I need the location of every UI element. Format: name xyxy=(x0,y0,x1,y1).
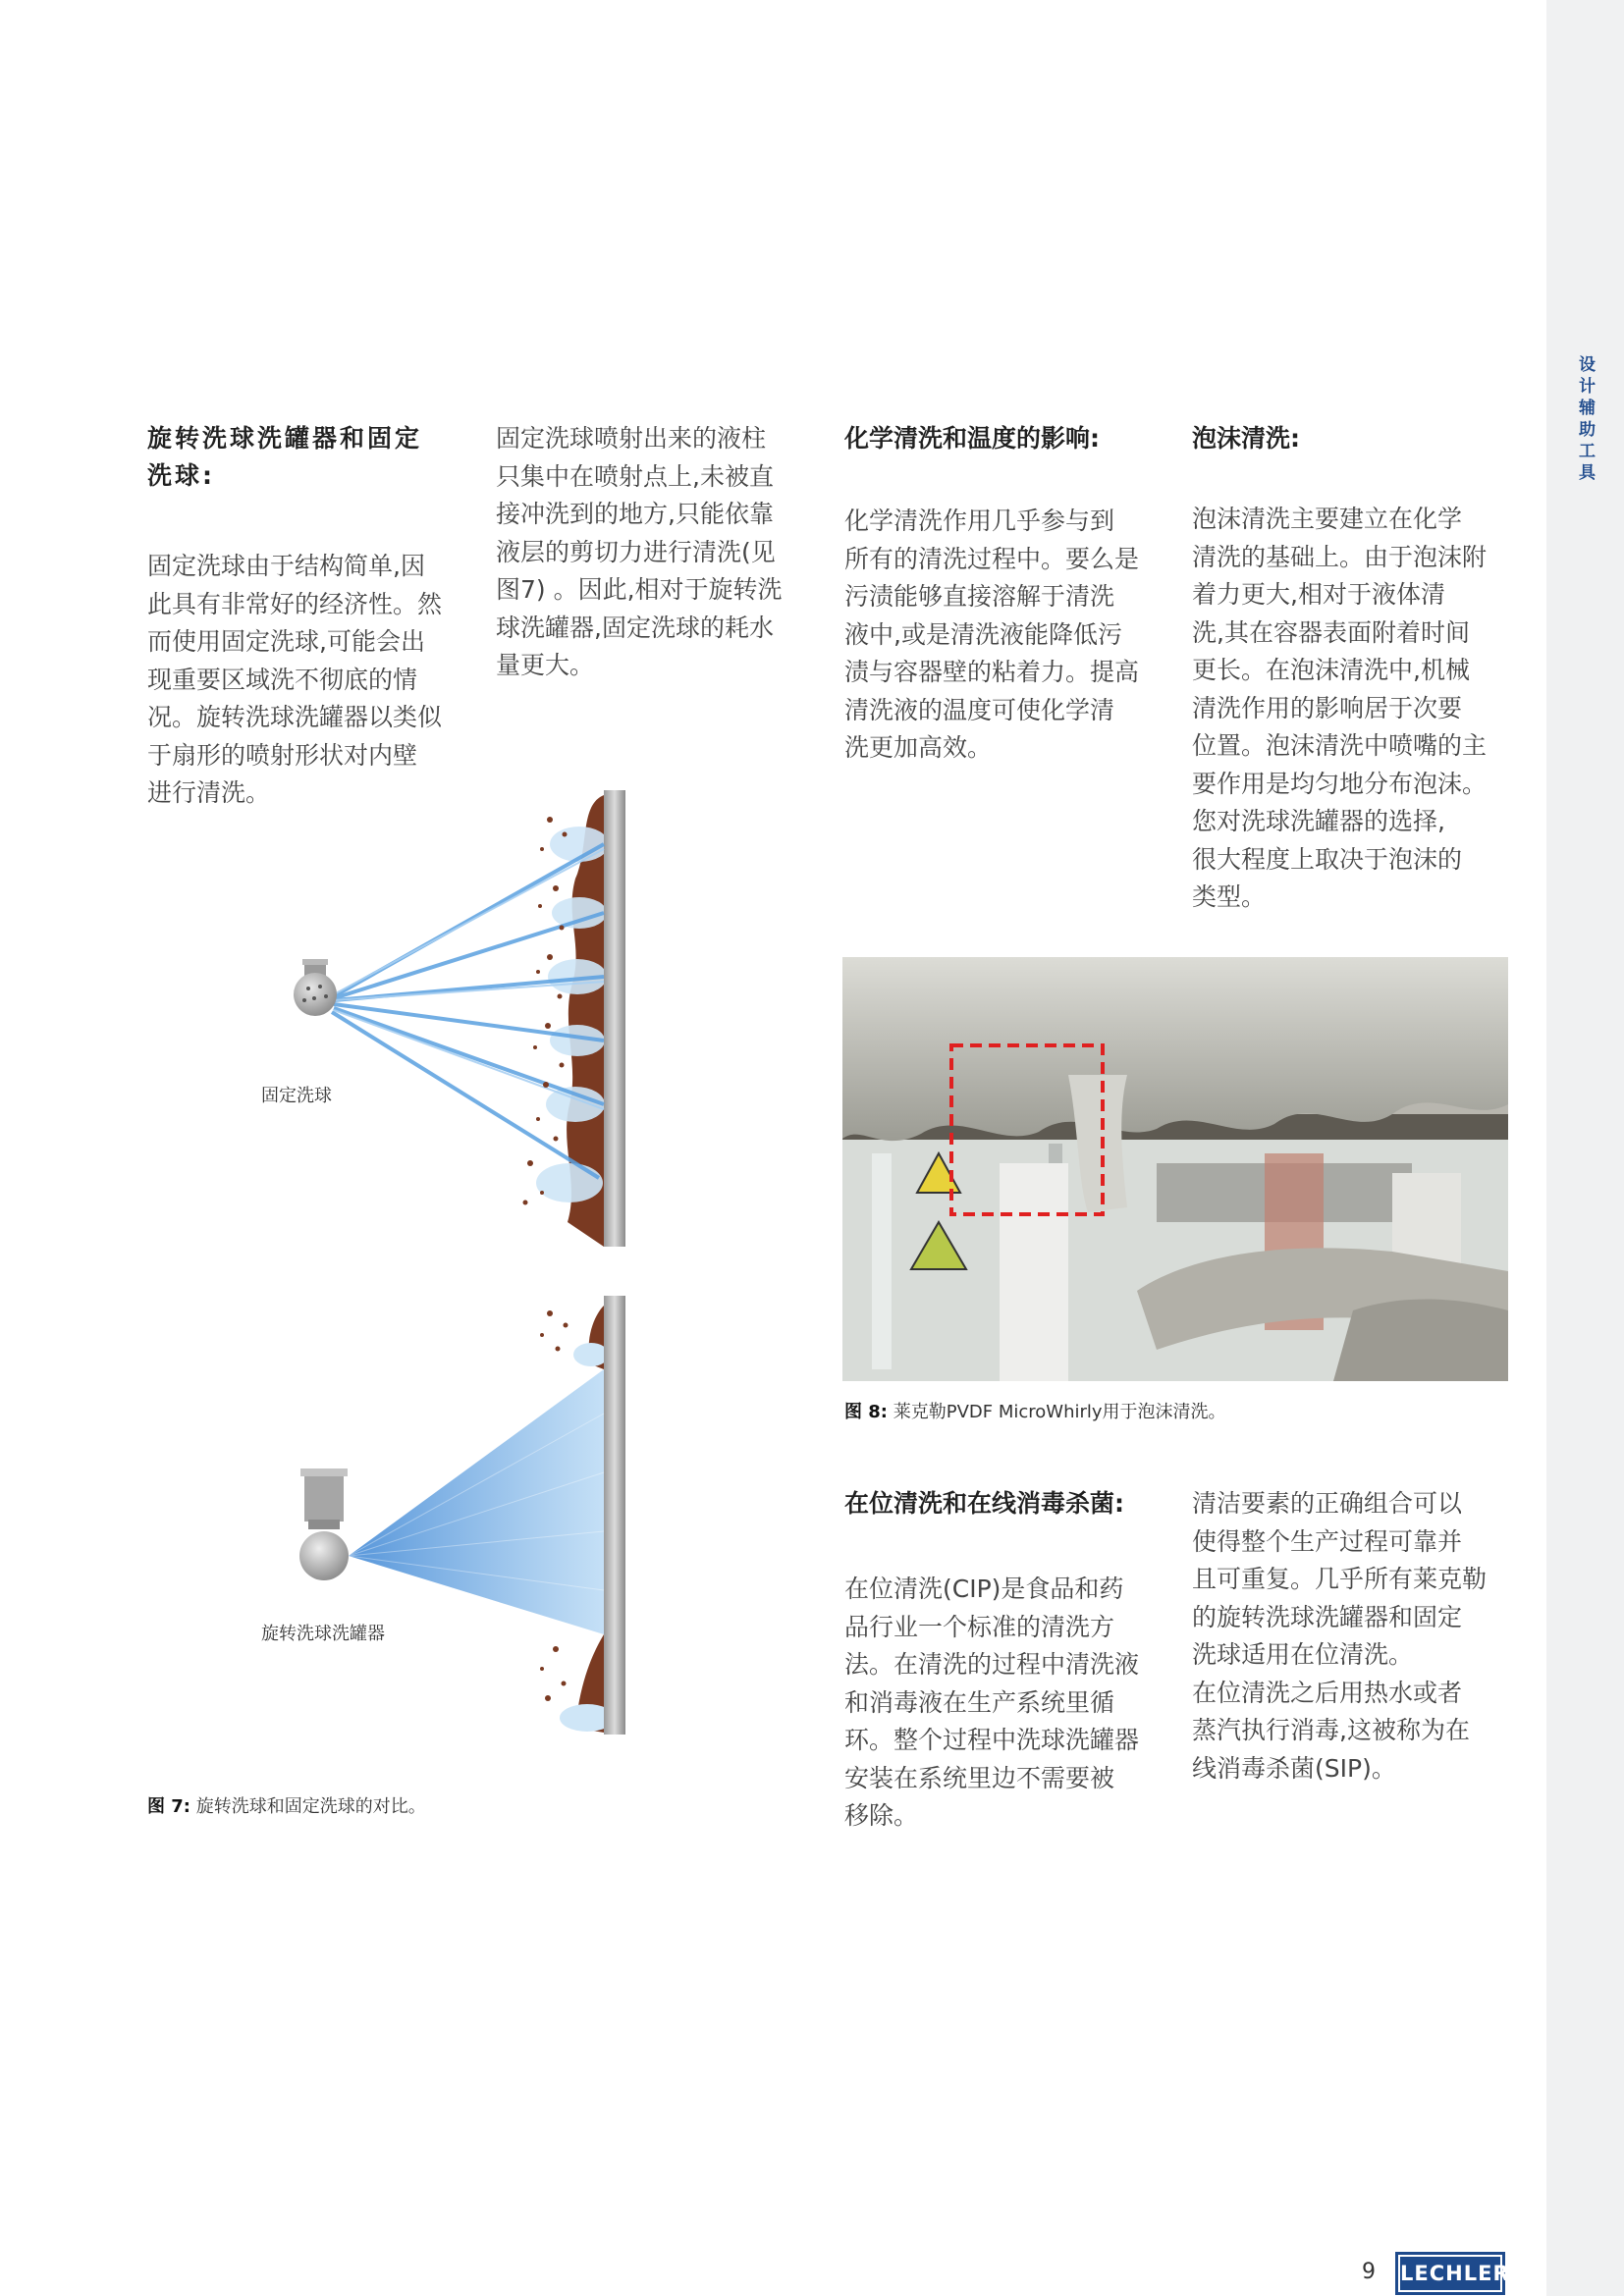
col2-body: 固定洗球喷射出来的液柱 只集中在喷射点上,未被直 接冲洗到的地方,只能依靠 液层的剪切力进行清洗(见 图7) 。因此,相对于旋转洗 球洗罐器,固定洗球的耗水 量更大。 xyxy=(496,424,783,679)
heading-foam-cleaning: 泡沫清洗: xyxy=(1192,424,1300,453)
col6-body: 清洁要素的正确组合可以 使得整个生产过程可靠并 且可重复。几乎所有莱克勒 的旋转洗球洗罐器和固定 洗球适用在位清洗。 在位清洗之后用热水或者 蒸汽执行消毒,这被称为在 线消毒杀菌(SIP)。 xyxy=(1192,1489,1488,1783)
page-number: 9 xyxy=(1362,2260,1376,2284)
heading-cip-sip: 在位清洗和在线消毒杀菌: xyxy=(844,1489,1124,1518)
col3-body: 化学清洗作用几乎参与到 所有的清洗过程中。要么是 污渍能够直接溶解于清洗 液中,或是清洗液能降低污 渍与容器壁的粘着力。提高 清洗液的温度可使化学清 洗更加高效。 xyxy=(844,507,1140,762)
lechler-logo xyxy=(1395,2252,1510,2295)
heading-chemical-cleaning: 化学清洗和温度的影响: xyxy=(844,424,1100,453)
sidebar-label: 设计辅助工具 xyxy=(1575,355,1595,485)
label-rotating-cleaner: 旋转洗球洗罐器 xyxy=(261,1624,385,1644)
fixed-spray-ball-diagram xyxy=(285,790,638,1252)
logo-text: LECHLER xyxy=(1400,2257,1500,2290)
col1-body: 固定洗球由于结构简单,因 此具有非常好的经济性。然 而使用固定洗球,可能会出 现重要区域洗不彻底的情 况。旋转洗球洗罐器以类似 于扇形的喷射形状对内壁 进行清洗。 xyxy=(147,552,443,807)
figure-8-caption: 图 8: 莱克勒PVDF MicroWhirly用于泡沫清洗。 xyxy=(844,1402,1226,1422)
col4-body: 泡沫清洗主要建立在化学 清洗的基础上。由于泡沫附 着力更大,相对于液体清 洗,其在容器表面附着时间 更长。在泡沫清洗中,机械 清洗作用的影响居于次要 位置。泡沫清洗中喷嘴的主 要作用是均匀地分布泡沫。 您对洗球洗罐器的选择, 很大程度上取决于泡沫的 类型。 xyxy=(1192,505,1488,911)
col5-body: 在位清洗(CIP)是食品和药 品行业一个标准的清洗方 法。在清洗的过程中清洗液 和消毒液在生产系统里循 环。整个过程中洗球洗罐器 安装在系统里边不需要被 移除。 xyxy=(844,1575,1140,1830)
label-fixed-spray-ball: 固定洗球 xyxy=(261,1086,332,1106)
heading-rotating-vs-fixed: 旋转洗球洗罐器和固定 洗球: xyxy=(147,424,423,490)
sidebar xyxy=(1546,0,1624,2296)
rotating-cleaner-diagram xyxy=(285,1296,638,1737)
foam-cleaning-photo xyxy=(842,957,1508,1381)
figure-7-caption: 图 7: 旋转洗球和固定洗球的对比。 xyxy=(147,1796,426,1817)
